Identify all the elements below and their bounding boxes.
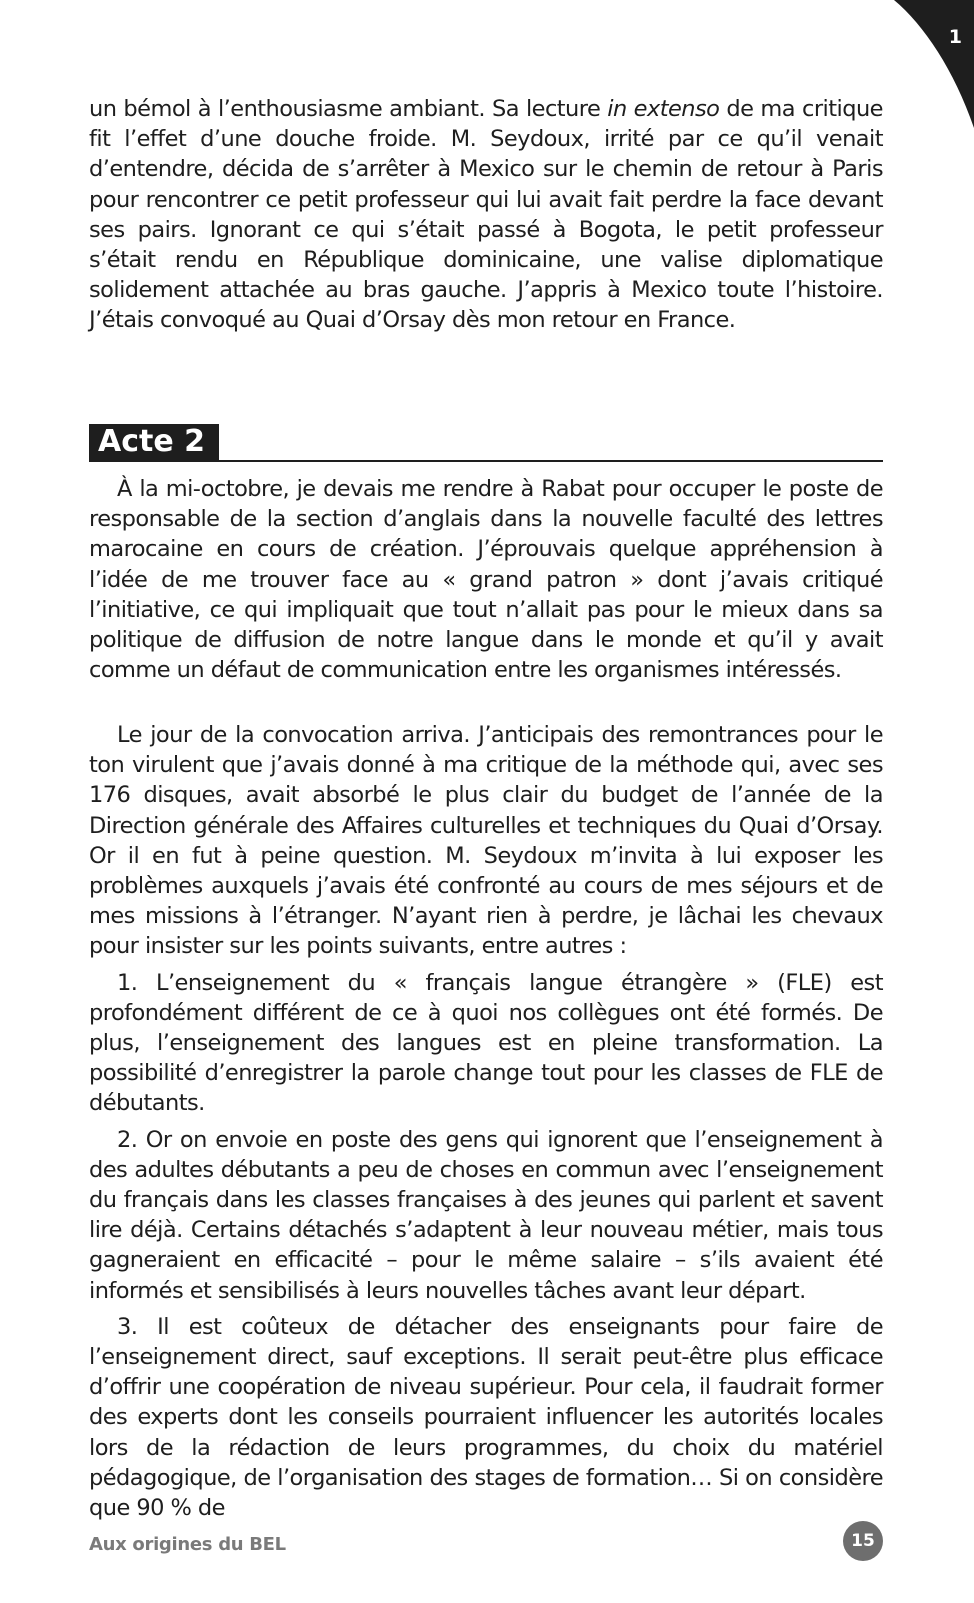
footer-book-title: Aux origines du BEL	[89, 1534, 286, 1555]
body-paragraph	[89, 474, 883, 685]
chapter-number: 1	[948, 26, 962, 48]
list-item-2: 2. Or on envoie en poste des gens qui ignorent que l’enseignement à des adultes débutants a peu de choses en commun avec l’enseignement du français dans les classes françaises à des jeunes qui parlent et savent lire déjà. Certains détachés s’adaptent à leur nouveau métier, mais tous gagneraient en efficacité – pour le même salaire – s’ils avaient été informés et sensibilisés à leurs nouvelles tâches avant leur départ.	[89, 1126, 883, 1304]
list-item-3: 3. Il est coûteux de détacher des enseignants pour faire de l’enseignement direct, sauf exceptions. Il serait peut-être plus efficace d’offrir une coopération de niveau supérieur. Pour cela, il faudrait former des experts dont les conseils pourraient influencer les autorités locales lors de la rédaction de leurs programmes, du choix du matériel pédagogique, de l’organisation des stages de formation… Si on considère que 90 % de	[89, 1313, 883, 1522]
intro-text-rest: de ma critique fit l’effet d’une douche froide. M. Seydoux, irrité par ce qu’il venait d’entendre, décida de s’arrêter à Mexico sur le chemin de retour à Paris pour rencontrer ce petit professeur qui lui avait fait perdre la face devant ses pairs. Ignorant ce qui s’était passé à Bogota, le petit professeur s’était rendu en République dominicaine, une valise diplomatique solidement attachée au bras gauche. J’appris à Mexico toute l’histoire. J’étais convoqué au Quai d’Orsay dès mon retour en France.	[89, 96, 883, 334]
intro-italic: in extenso	[607, 96, 720, 122]
page-number-badge: 15	[843, 1521, 883, 1561]
chapter-tab	[874, 0, 974, 130]
chapter-tab-shape	[874, 0, 974, 130]
section-heading	[89, 422, 883, 462]
paragraph-text: À la mi-octobre, je devais me rendre à Rabat pour occuper le poste de responsable de la section d’anglais dans la nouvelle faculté des lettres marocaine en cours de création. J’éprouvais quelque appréhension à l’idée de me trouver face au « grand patron » dont j’avais critiqué l’initiative, ce qui impliquait que tout n’allait pas pour le mieux dans sa politique de diffusion de notre langue dans le monde et qu’il y avait comme un défaut de communication entre les organismes intéressés.	[89, 476, 883, 684]
intro-text: un bémol à l’enthousiasme ambiant. Sa lecture	[89, 96, 608, 122]
list-item-1: 1. L’enseignement du « français langue étrangère » (FLE) est profondément différent de ce à quoi nos collègues ont été formés. De plus, l’enseignement des langues est en pleine transformation. La possibilité d’enregistrer la parole change tout pour les classes de FLE de débutants.	[89, 969, 883, 1117]
paragraph-text: Le jour de la convocation arriva. J’anticipais des remontrances pour le ton virulent que j’avais donné à ma critique de la méthode qui, avec ses 176 disques, avait absorbé le plus clair du budget de l’année de la Direction générale des Affaires culturelles et techniques du Quai d’Orsay. Or il en fut à peine question. M. Seydoux m’invita à lui exposer les problèmes auxquels j’avais été confronté au cours de mes séjours et de mes missions à l’étranger. N’ayant rien à perdre, je lâchai les chevaux pour insister sur les points suivants, entre autres :	[89, 722, 883, 960]
intro-paragraph	[89, 94, 883, 336]
section-heading-label: Acte 2	[89, 424, 219, 460]
body-section	[89, 720, 883, 1523]
